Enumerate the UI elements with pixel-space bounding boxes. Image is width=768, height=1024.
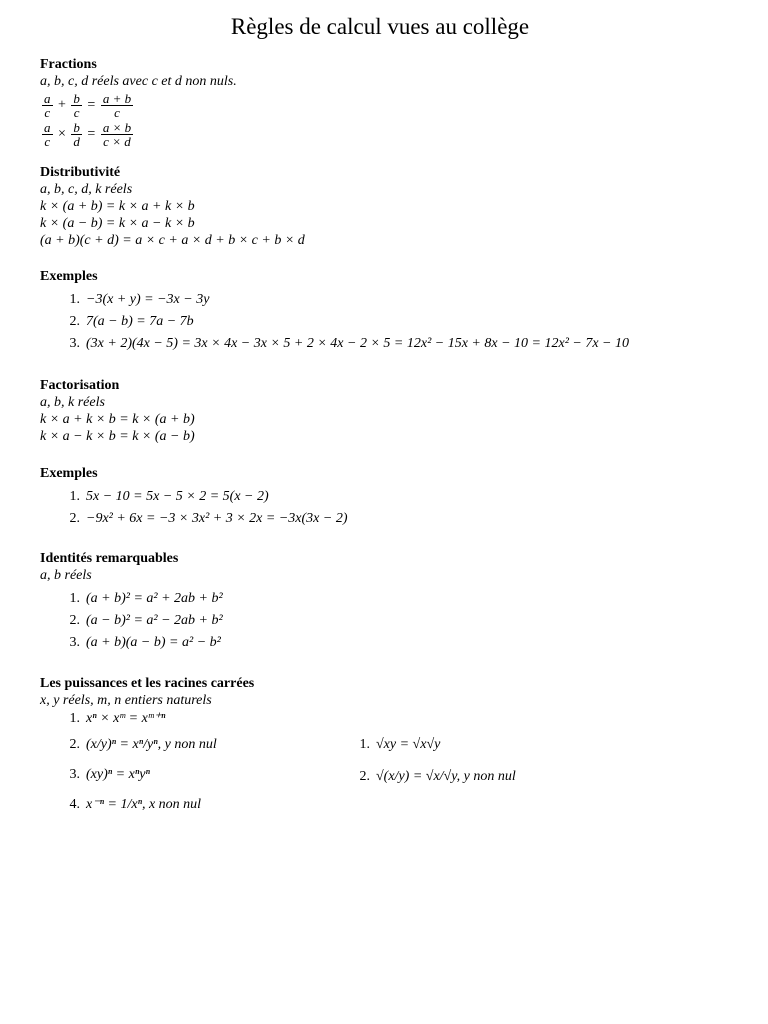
section-intro: a, b réels [40,568,92,583]
section-puissances [40,675,740,839]
list-item: 1. 5x − 10 = 5x − 5 × 2 = 5(x − 2) [69,489,269,504]
list-item: 1. √xy = √x√y [359,737,441,752]
section-intro: x, y réels, m, n entiers naturels [40,693,212,708]
formula-line: k × a + k × b = k × (a + b) [40,412,195,427]
section-exemples-factorisation [40,465,347,530]
section-intro: a, b, k réels [40,395,105,410]
identity-list [40,588,223,654]
section-heading: Distributivité [40,165,121,180]
section-identites [40,550,223,654]
formula-line: (a + b)(c + d) = a × c + a × d + b × c + b × d [40,233,305,248]
page-title: Règles de calcul vues au collège [230,14,530,39]
list-item: 1. −3(x + y) = −3x − 3y [69,292,210,307]
fraction: $\frac{a \times b}{c \times d}$ [102,120,132,149]
formula-line: k × a − k × b = k × (a − b) [40,429,195,444]
section-heading: Factorisation [40,378,120,393]
fraction-product-rule: $\frac{a}{c}$ × $\frac{b}{d}$ = $\frac{a \times b}{c \times d}$ [44,120,132,149]
roots-list [330,729,516,793]
list-item: 3. (3x + 2)(4x − 5) = 3x × 4x − 3x × 5 + 2 × 4x − 2 × 5 = 12x² − 15x + 8x − 10 = 12x² − 7x − 10 [69,336,629,351]
list-item: 4. x⁻ⁿ = 1/xⁿ, x non nul [69,797,202,812]
section-fractions [40,56,237,148]
list-item: 2. −9x² + 6x = −3 × 3x² + 3 × 2x = −3x(3x − 2) [69,511,348,526]
section-heading: Identités remarquables [40,551,179,566]
section-heading: Les puissances et les racines carrées [40,676,255,691]
formula-line: k × (a + b) = k × a + k × b [40,199,195,214]
fraction-sum-rule: $\frac{a}{c}$ + $\frac{b}{c}$ = $\frac{a + b}{c}$ [44,91,132,120]
fraction: $\frac{b}{d}$ [73,120,80,149]
section-distributivite [40,164,305,249]
fraction: $\frac{b}{c}$ [73,91,80,120]
section-heading: Fractions [40,57,97,72]
section-exemples-distributivite [40,268,629,355]
list-item: 2. (x/y)ⁿ = xⁿ/yⁿ, y non nul [69,737,217,752]
section-factorisation [40,377,195,445]
fraction: $\frac{a}{c}$ [44,120,51,149]
list-item: 2. √(x/y) = √x/√y, y non nul [359,769,516,784]
example-list [40,289,629,355]
list-item: 2. (a − b)² = a² − 2ab + b² [69,613,223,628]
list-item: 1. (a + b)² = a² + 2ab + b² [69,591,223,606]
formula-line: k × (a − b) = k × a − k × b [40,216,195,231]
list-item: 2. 7(a − b) = 7a − 7b [69,314,194,329]
section-heading: Exemples [40,269,98,284]
powers-list [40,709,217,821]
list-item: 1. xⁿ × xᵐ = xᵐ⁺ⁿ [69,711,166,726]
example-list [40,486,347,530]
fraction: $\frac{a + b}{c}$ [102,91,132,120]
section-intro: a, b, c, d, k réels [40,182,133,197]
list-item: 3. (a + b)(a − b) = a² − b² [69,635,221,650]
fraction: $\frac{a}{c}$ [44,91,51,120]
section-intro: a, b, c, d réels avec c et d non nuls. [40,74,237,89]
section-heading: Exemples [40,466,98,481]
list-item: 3. (xy)ⁿ = xⁿyⁿ [69,767,150,782]
